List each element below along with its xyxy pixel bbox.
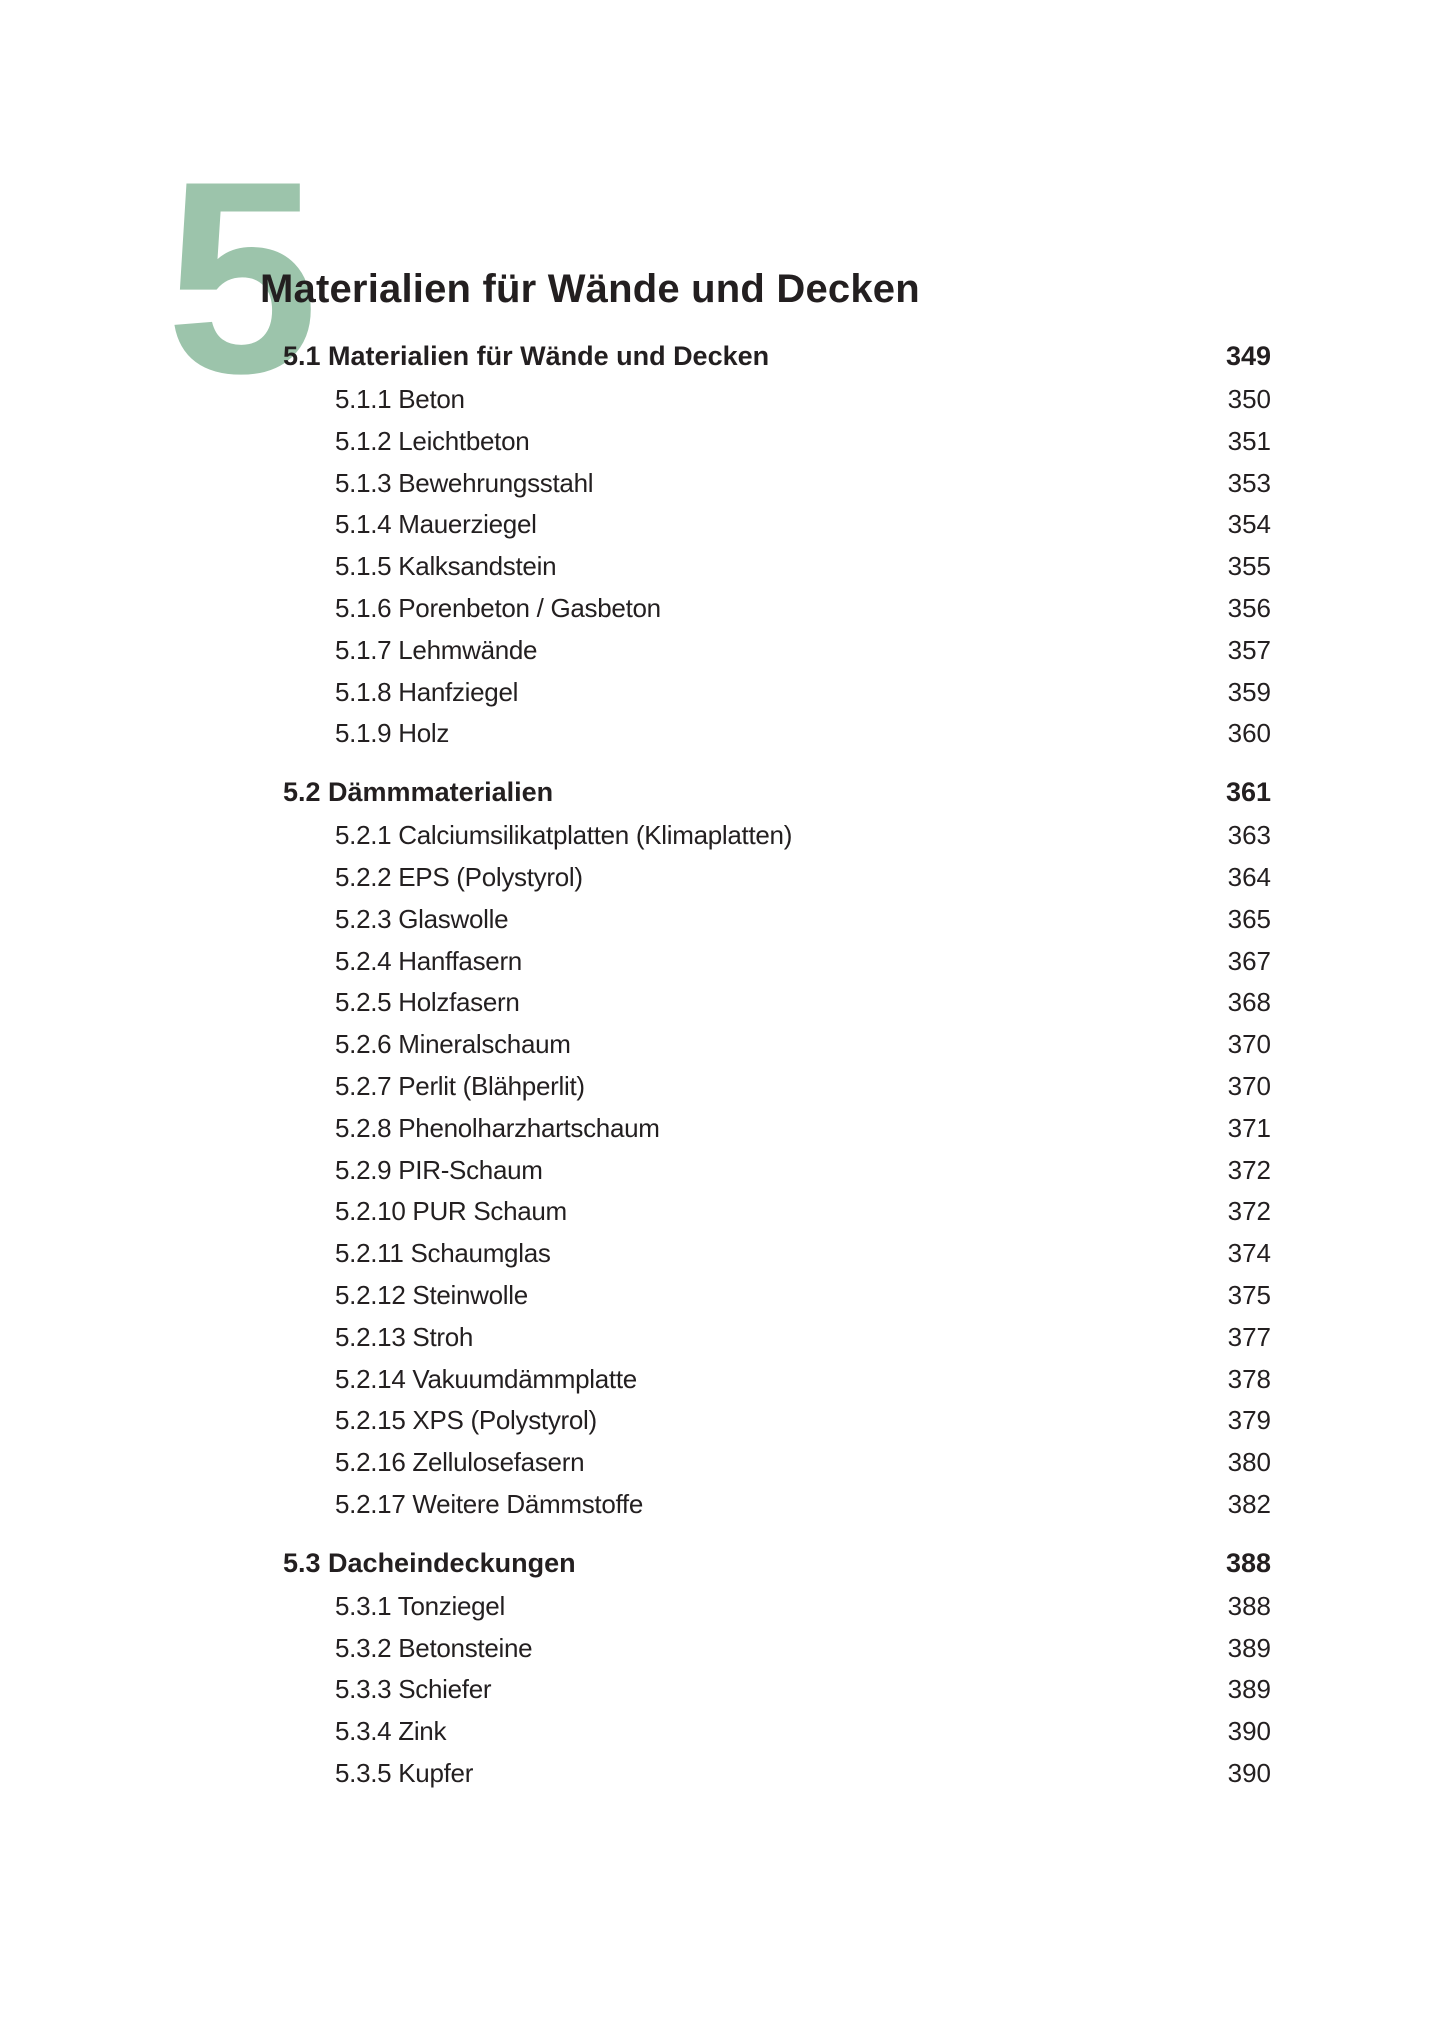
- toc-entry-page: 364: [1227, 861, 1271, 892]
- toc-entry-label: 5.2.3 Glaswolle: [335, 903, 509, 934]
- toc-entry-label: 5.1.5 Kalksandstein: [335, 551, 557, 582]
- toc-entry-page: 356: [1227, 592, 1271, 623]
- toc-entry[interactable]: [0, 504, 1445, 546]
- toc-entry-label: 5.2.17 Weitere Dämmstoffe: [335, 1488, 644, 1519]
- toc-entry-page: 370: [1227, 1070, 1271, 1101]
- toc-section-5-2: [0, 769, 1445, 1526]
- toc-entry-label: 5.1.3 Bewehrungsstahl: [335, 467, 594, 498]
- toc-entry[interactable]: [0, 1275, 1445, 1317]
- toc-entry-page: 388: [1227, 1590, 1271, 1621]
- toc-entry[interactable]: [0, 713, 1445, 755]
- toc-entry-label: 5.2.5 Holzfasern: [335, 987, 520, 1018]
- toc-entry[interactable]: [0, 1753, 1445, 1795]
- toc-entry-label: 5.2.9 PIR-Schaum: [335, 1154, 543, 1185]
- toc-entry[interactable]: [0, 1066, 1445, 1108]
- toc-entry[interactable]: [0, 672, 1445, 714]
- toc-heading[interactable]: [0, 1540, 1445, 1586]
- chapter-title: Materialien für Wände und Decken: [260, 267, 920, 311]
- toc-entry-page: 372: [1227, 1196, 1271, 1227]
- toc-entry-label: 5.1.1 Beton: [335, 384, 465, 414]
- toc-entry-page: 359: [1227, 676, 1271, 707]
- toc-entry[interactable]: [0, 1400, 1445, 1442]
- toc-heading-page: 361: [1225, 777, 1271, 808]
- toc-entry-page: 370: [1227, 1029, 1271, 1060]
- toc-entry-page: 355: [1227, 551, 1271, 582]
- toc-heading-label: 5.3 Dacheindeckungen: [283, 1547, 576, 1578]
- toc-entry[interactable]: [0, 1711, 1445, 1753]
- toc-entry-page: 378: [1227, 1363, 1271, 1394]
- toc-entry-label: 5.2.7 Perlit (Blähperlit): [335, 1070, 585, 1101]
- toc-entry-label: 5.2.14 Vakuumdämmplatte: [335, 1363, 637, 1394]
- toc-entry-label: 5.3.1 Tonziegel: [335, 1590, 505, 1621]
- toc-entry[interactable]: [0, 1233, 1445, 1275]
- toc-entry-page: 360: [1227, 718, 1271, 749]
- table-of-contents: [0, 333, 1445, 1795]
- toc-entry-page: 390: [1227, 1757, 1271, 1788]
- toc-entry-label: 5.2.8 Phenolharzhartschaum: [335, 1112, 660, 1143]
- toc-entry-label: 5.2.16 Zellulosefasern: [335, 1447, 585, 1478]
- toc-entry-label: 5.1.4 Mauerziegel: [335, 509, 537, 540]
- toc-entry[interactable]: [0, 1150, 1445, 1192]
- toc-entry-label: 5.2.4 Hanffasern: [335, 945, 522, 976]
- toc-entry[interactable]: [0, 379, 1445, 421]
- toc-entry-label: 5.1.8 Hanfziegel: [335, 676, 519, 707]
- toc-section-5-3: [0, 1540, 1445, 1795]
- toc-entry[interactable]: [0, 630, 1445, 672]
- toc-entry-label: 5.2.10 PUR Schaum: [335, 1196, 567, 1227]
- toc-entry[interactable]: [0, 1108, 1445, 1150]
- chapter-number: 5: [166, 125, 319, 431]
- toc-entry[interactable]: [0, 982, 1445, 1024]
- toc-entry-page: 368: [1227, 987, 1271, 1018]
- toc-entry[interactable]: [0, 1359, 1445, 1401]
- toc-entry-label: 5.2.12 Steinwolle: [335, 1279, 528, 1310]
- toc-entry[interactable]: [0, 1628, 1445, 1670]
- toc-entry-label: 5.2.15 XPS (Polystyrol): [335, 1405, 597, 1436]
- toc-entry[interactable]: [0, 421, 1445, 463]
- toc-heading-label: 5.1 Materialien für Wände und Decken: [283, 341, 770, 371]
- toc-entry-label: 5.1.7 Lehmwände: [335, 634, 538, 665]
- toc-heading-label: 5.2 Dämmmaterialien: [283, 777, 554, 808]
- toc-entry-label: 5.1.2 Leichtbeton: [335, 425, 530, 456]
- toc-entry-label: 5.2.6 Mineralschaum: [335, 1029, 571, 1060]
- toc-entry-page: 363: [1227, 820, 1271, 851]
- toc-entry-page: 350: [1227, 384, 1271, 414]
- toc-entry-page: 367: [1227, 945, 1271, 976]
- toc-entry-label: 5.2.2 EPS (Polystyrol): [335, 861, 583, 892]
- toc-entry-label: 5.2.1 Calciumsilikatplatten (Klimaplatten): [335, 820, 793, 851]
- toc-entry-page: 365: [1227, 903, 1271, 934]
- toc-entry-label: 5.1.6 Porenbeton / Gasbeton: [335, 592, 661, 623]
- toc-entry-page: 371: [1227, 1112, 1271, 1143]
- toc-entry-label: 5.1.9 Holz: [335, 718, 450, 749]
- toc-entry-page: 379: [1227, 1405, 1271, 1436]
- toc-heading[interactable]: [0, 769, 1445, 815]
- toc-entry[interactable]: [0, 1442, 1445, 1484]
- toc-entry-page: 390: [1227, 1716, 1271, 1747]
- toc-entry-label: 5.2.11 Schaumglas: [335, 1238, 551, 1269]
- toc-entry[interactable]: [0, 588, 1445, 630]
- toc-entry[interactable]: [0, 546, 1445, 588]
- toc-entry[interactable]: [0, 463, 1445, 505]
- toc-entry-label: 5.3.3 Schiefer: [335, 1674, 492, 1705]
- toc-heading-page: 388: [1225, 1547, 1271, 1578]
- toc-entry-label: 5.2.13 Stroh: [335, 1321, 474, 1352]
- toc-entry-page: 382: [1227, 1488, 1271, 1519]
- toc-entry-label: 5.3.5 Kupfer: [335, 1757, 474, 1788]
- toc-entry[interactable]: [0, 1024, 1445, 1066]
- toc-heading-page: 349: [1225, 341, 1271, 371]
- toc-entry[interactable]: [0, 815, 1445, 857]
- toc-entry-page: 380: [1227, 1447, 1271, 1478]
- toc-entry[interactable]: [0, 1586, 1445, 1628]
- toc-entry[interactable]: [0, 1317, 1445, 1359]
- toc-entry[interactable]: [0, 899, 1445, 941]
- toc-heading[interactable]: [0, 333, 1445, 379]
- toc-entry-label: 5.3.4 Zink: [335, 1716, 447, 1747]
- toc-entry[interactable]: [0, 1669, 1445, 1711]
- toc-entry-page: 353: [1227, 467, 1271, 498]
- toc-entry-page: 357: [1227, 634, 1271, 665]
- toc-entry-page: 375: [1227, 1279, 1271, 1310]
- toc-entry[interactable]: [0, 1484, 1445, 1526]
- toc-entry-label: 5.3.2 Betonsteine: [335, 1632, 533, 1663]
- toc-section-5-1: [0, 333, 1445, 755]
- toc-entry-page: 374: [1227, 1238, 1271, 1269]
- toc-entry-page: 372: [1227, 1154, 1271, 1185]
- toc-entry-page: 389: [1227, 1674, 1271, 1705]
- toc-entry-page: 377: [1227, 1321, 1271, 1352]
- toc-entry[interactable]: [0, 1191, 1445, 1233]
- toc-entry-page: 354: [1227, 509, 1271, 540]
- toc-entry-page: 351: [1227, 425, 1271, 456]
- toc-entry[interactable]: [0, 941, 1445, 983]
- toc-entry[interactable]: [0, 857, 1445, 899]
- toc-entry-page: 389: [1227, 1632, 1271, 1663]
